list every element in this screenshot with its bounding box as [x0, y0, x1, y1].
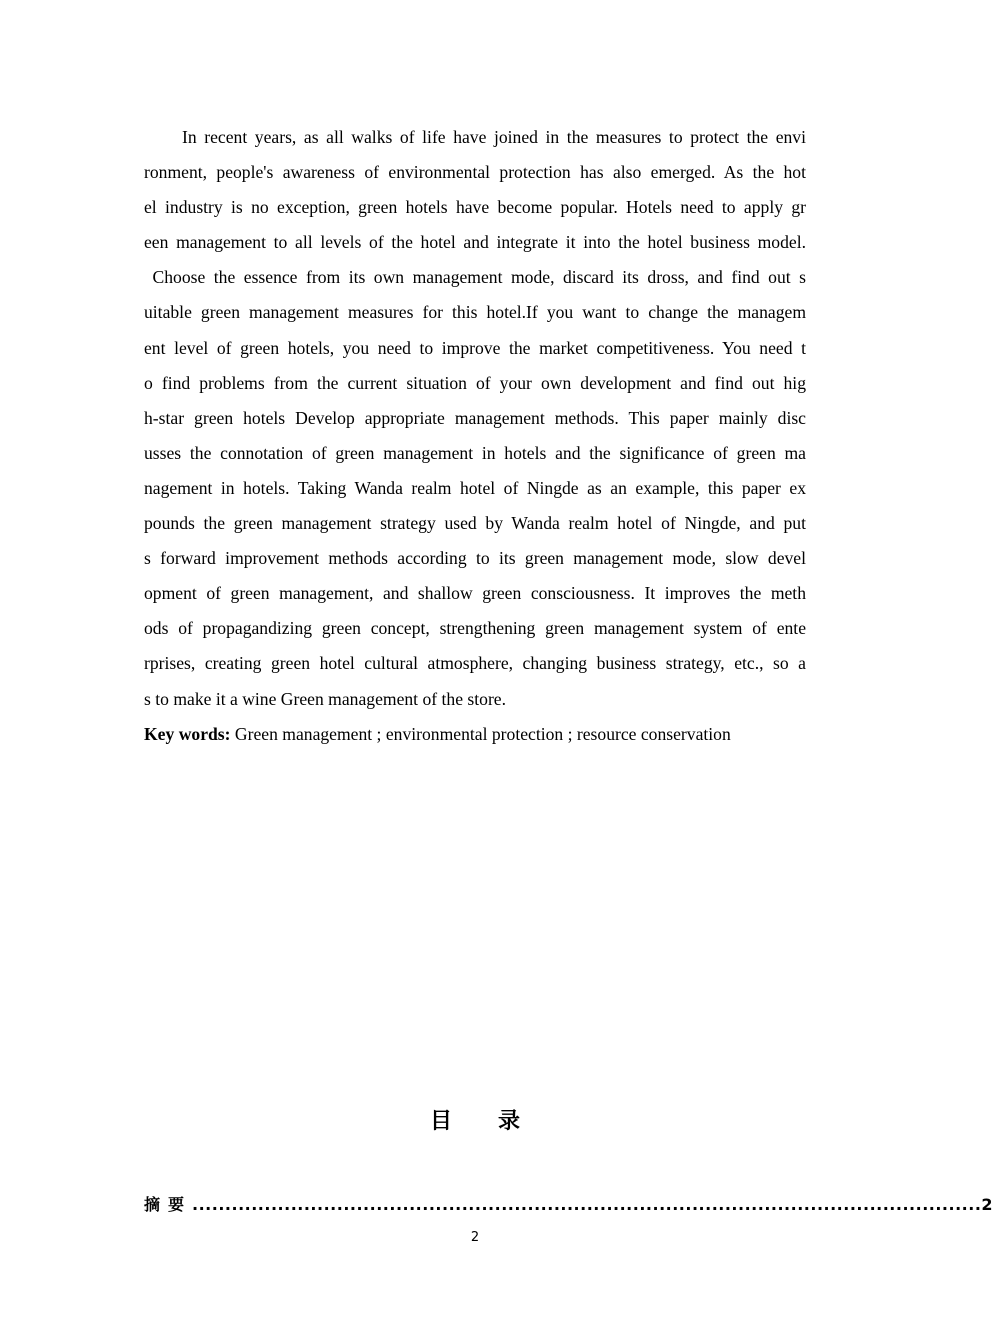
toc-leader-dots: ........................................................................................................................	[192, 1195, 982, 1214]
abstract-line: een management to all levels of the hotel and integrate it into the hotel business model.	[144, 232, 806, 253]
toc-entry-page: 2	[981, 1195, 993, 1214]
abstract-line: ent level of green hotels, you need to improve the market competitiveness. You need t	[144, 337, 806, 358]
abstract-line: nagement in hotels. Taking Wanda realm hotel of Ningde as an example, this paper ex	[144, 477, 806, 498]
abstract-line: In recent years, as all walks of life have joined in the measures to protect the envi	[182, 127, 806, 147]
abstract-line: Choose the essence from its own management mode, discard its dross, and find out s	[144, 267, 806, 288]
toc-entry[interactable]	[144, 1192, 993, 1220]
toc-entry-label: 摘要	[144, 1195, 193, 1214]
abstract-line: uitable green management measures for this hotel.If you want to change the managem	[144, 302, 806, 323]
abstract-line: s forward improvement methods according to its green management mode, slow devel	[144, 548, 806, 569]
abstract-line: usses the connotation of green management in hotels and the significance of green ma	[144, 442, 806, 463]
abstract-line: pounds the green management strategy used by Wanda realm hotel of Ningde, and put	[144, 513, 806, 534]
page-number: 2	[470, 1230, 480, 1245]
abstract-line: el industry is no exception, green hotels have become popular. Hotels need to apply gr	[144, 197, 806, 218]
toc-title: 目录	[429, 1109, 566, 1134]
english-abstract	[144, 120, 806, 752]
abstract-line: rprises, creating green hotel cultural atmosphere, changing business strategy, etc., so a	[144, 653, 806, 674]
abstract-line: s to make it a wine Green management of the store.	[144, 688, 507, 709]
abstract-line: opment of green management, and shallow green consciousness. It improves the meth	[144, 583, 806, 604]
abstract-line: ods of propagandizing green concept, strengthening green management system of ente	[144, 618, 806, 639]
keywords-label: Key words:	[144, 723, 231, 744]
keywords-line	[144, 717, 806, 752]
abstract-line: ronment, people's awareness of environmental protection has also emerged. As the hot	[144, 162, 806, 183]
keywords-text: Green management ; environmental protection ; resource conservation	[230, 723, 731, 744]
abstract-line: o find problems from the current situation of your own development and find out hig	[144, 372, 806, 393]
abstract-line: h-star green hotels Develop appropriate management methods. This paper mainly disc	[144, 407, 806, 428]
